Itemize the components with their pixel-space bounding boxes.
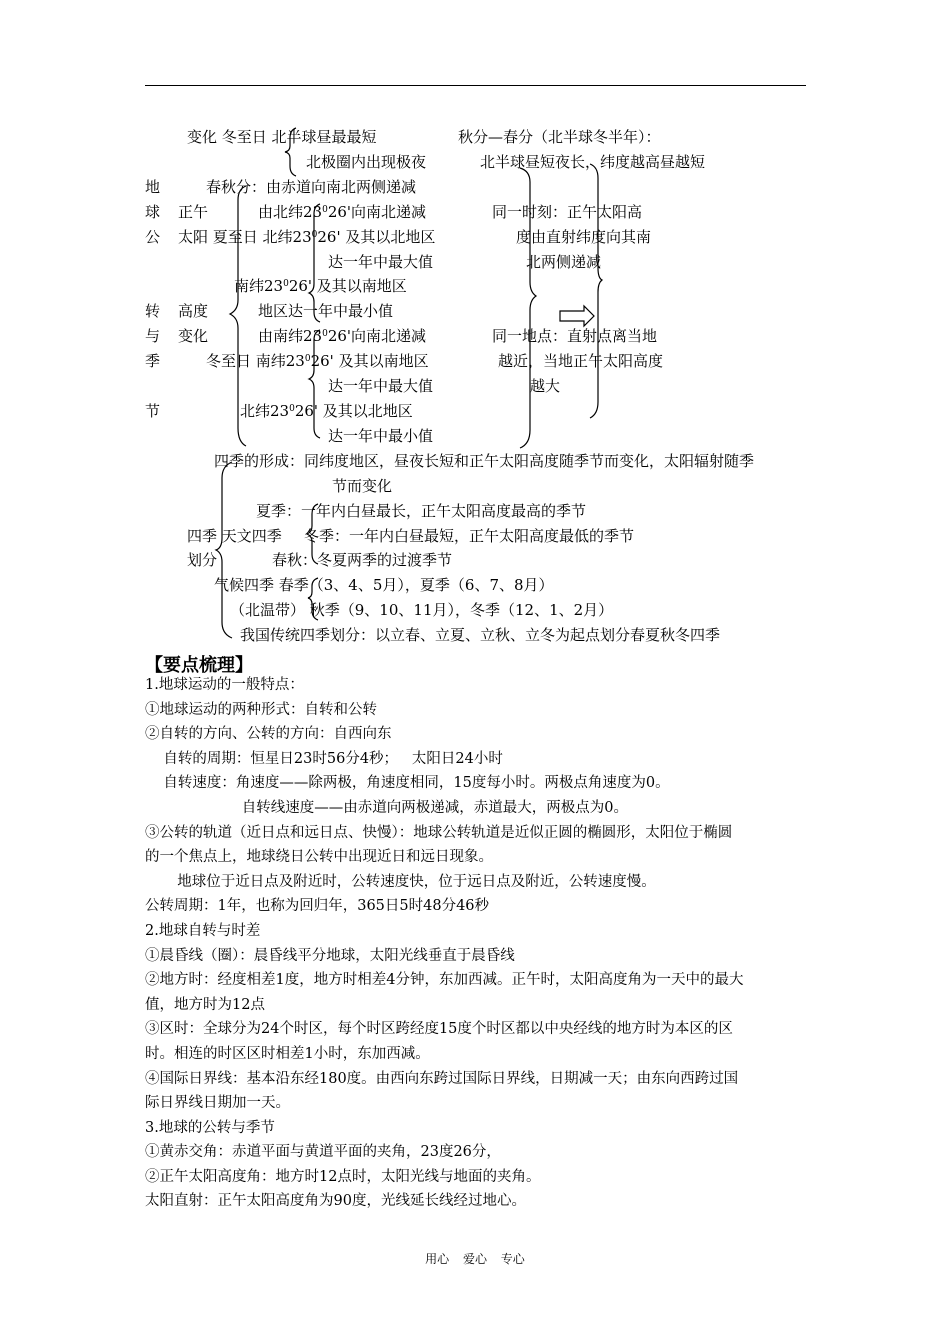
diagram-line: 北纬$23^026'$ 及其以北地区 [240,402,413,420]
paragraph-line: 的一个焦点上，地球绕日公转中出现近日和远日现象。 [145,849,493,866]
diagram-line: 夏季：一年内白昼最长，正午太阳高度最高的季节 [256,502,587,520]
paragraph-line: ③区时：全球分为24个时区，每个时区跨经度15度个时区都以中央经线的地方时为本区的区 [145,1021,733,1038]
diagram-line: 北半球昼短夜长，纬度越高昼越短 [480,153,706,171]
paragraph-line: 自转线速度——由赤道向两极递减，赤道最大，两极点为0。 [145,799,629,816]
paragraph-line: 1.地球运动的一般特点： [145,677,304,693]
paragraph-line: ③公转的轨道（近日点和远日点、快慢）：地球公转轨道是近似正圆的椭圆形，太阳位于椭圆 [145,824,733,841]
diagram-line: 冬季：一年内白昼最短，正午太阳高度最低的季节 [304,527,635,545]
diagram-line: 越近，当地正午太阳高度 [498,352,664,370]
diagram-line: 四季的形成：同纬度地区，昼夜长短和正午太阳高度随季节而变化，太阳辐射随季 [214,452,755,470]
paragraph-line: ①地球运动的两种形式：自转和公转 [145,701,377,718]
diagram-line: 地区达一年中最小值 [258,302,394,320]
diagram-line: 气候四季 春季（3、4、5月），夏季（6、7、8月） [214,576,554,594]
diagram-line: 高度 [178,302,209,320]
paragraph-line: 公转周期：1年，也称为回归年，365日5时48分46秒 [145,898,490,915]
section-heading: 【要点梳理】 [145,655,253,676]
diagram-line: 由南纬$23^026'$向南北递减 [258,327,427,345]
diagram-line: 变化 [178,327,209,345]
side-char: 公 [145,228,161,246]
diagram-line: 冬至日 南纬$23^026'$ 及其以南地区 [206,352,429,370]
brace-winter [309,330,320,438]
hollow-arrow [560,306,594,326]
side-char: 与 [145,327,161,345]
page-footer: 用心 爱心 专心 [425,1252,525,1266]
diagram-line: 达一年中最大值 [328,377,434,395]
diagram-line: 同一时刻：正午太阳高 [492,203,643,221]
diagram-line: （北温带） 秋季（9、10、11月），冬季（12、1、2月） [230,601,614,619]
paragraph-line: ④国际日界线：基本沿东经180度。由西向东跨过国际日界线，日期减一天；由东向西跨过国 [145,1070,739,1087]
diagram-line: 我国传统四季划分：以立春、立夏、立秋、立冬为起点划分春夏秋冬四季 [240,626,721,644]
diagram-line: 正午 [178,203,209,221]
key-points-body [145,673,810,1214]
paragraph-line: 际日界线日期加一天。 [145,1095,290,1112]
paragraph-line: 值，地方时为12点 [145,996,265,1013]
diagram-line: 太阳 夏至日 北纬$23^026'$ 及其以北地区 [178,228,436,246]
paragraph-line: ②地方时：经度相差1度，地方时相差4分钟，东加西减。正午时，太阳高度角为一天中的最大 [145,972,744,989]
diagram-line: 达一年中最大值 [328,253,434,271]
paragraph-line: ①黄赤交角：赤道平面与黄道平面的夹角，23度26分， [145,1144,501,1161]
paragraph-line: ②正午太阳高度角：地方时12点时，太阳光线与地面的夹角。 [145,1168,541,1185]
side-char: 球 [145,203,161,221]
diagram-line: 同一地点：直射点离当地 [492,327,658,345]
paragraph-line: ①晨昏线（圈）：晨昏线平分地球，太阳光线垂直于晨昏线 [145,947,515,964]
diagram-line: 达一年中最小值 [328,427,434,445]
paragraph-line: 地球位于近日点及附近时，公转速度快，位于远日点及附近，公转速度慢。 [145,873,656,890]
diagram-line: 北极圈内出现极夜 [306,153,427,171]
diagram-line: 南纬$23^026'$ 及其以南地区 [234,277,407,295]
paragraph-line: 2.地球自转与时差 [145,922,261,939]
side-char: 季 [145,352,161,370]
paragraph-line: 自转速度：角速度——除两极，角速度相同，15度每小时。两极点角速度为0。 [145,775,670,792]
side-char: 转 [145,302,161,320]
side-char: 节 [145,402,161,420]
paragraph-line: 自转的周期：恒星日23时56分4秒； 太阳日24小时 [145,750,503,767]
diagram-line: 节而变化 [332,477,393,495]
paragraph-line: 时。相连的时区区时相差1小时，东加西减。 [145,1045,430,1062]
diagram-line: 四季 天文四季 [187,527,282,545]
diagram-line: 度由直射纬度向其南 [516,228,652,246]
diagram-line: 北两侧递减 [526,253,602,271]
side-char: 地 [145,178,161,196]
diagram-line: 春秋分：由赤道向南北两侧递减 [206,178,417,196]
paragraph-line: 太阳直射：正午太阳高度角为90度，光线延长线经过地心。 [145,1193,526,1210]
paragraph-line: ②自转的方向、公转的方向：自西向东 [145,726,392,743]
diagram-line: 越大 [530,377,561,395]
diagram-line: 由北纬$23^026'$向南北递减 [258,203,427,221]
diagram-line: 划分 [187,551,218,569]
diagram-line: 变化 冬至日 北半球昼最最短 [187,128,377,146]
diagram-line: 秋分—春分（北半球冬半年）： [458,128,661,146]
paragraph-line: 3.地球的公转与季节 [145,1119,275,1136]
diagram-line: 春秋：冬夏两季的过渡季节 [272,551,453,569]
